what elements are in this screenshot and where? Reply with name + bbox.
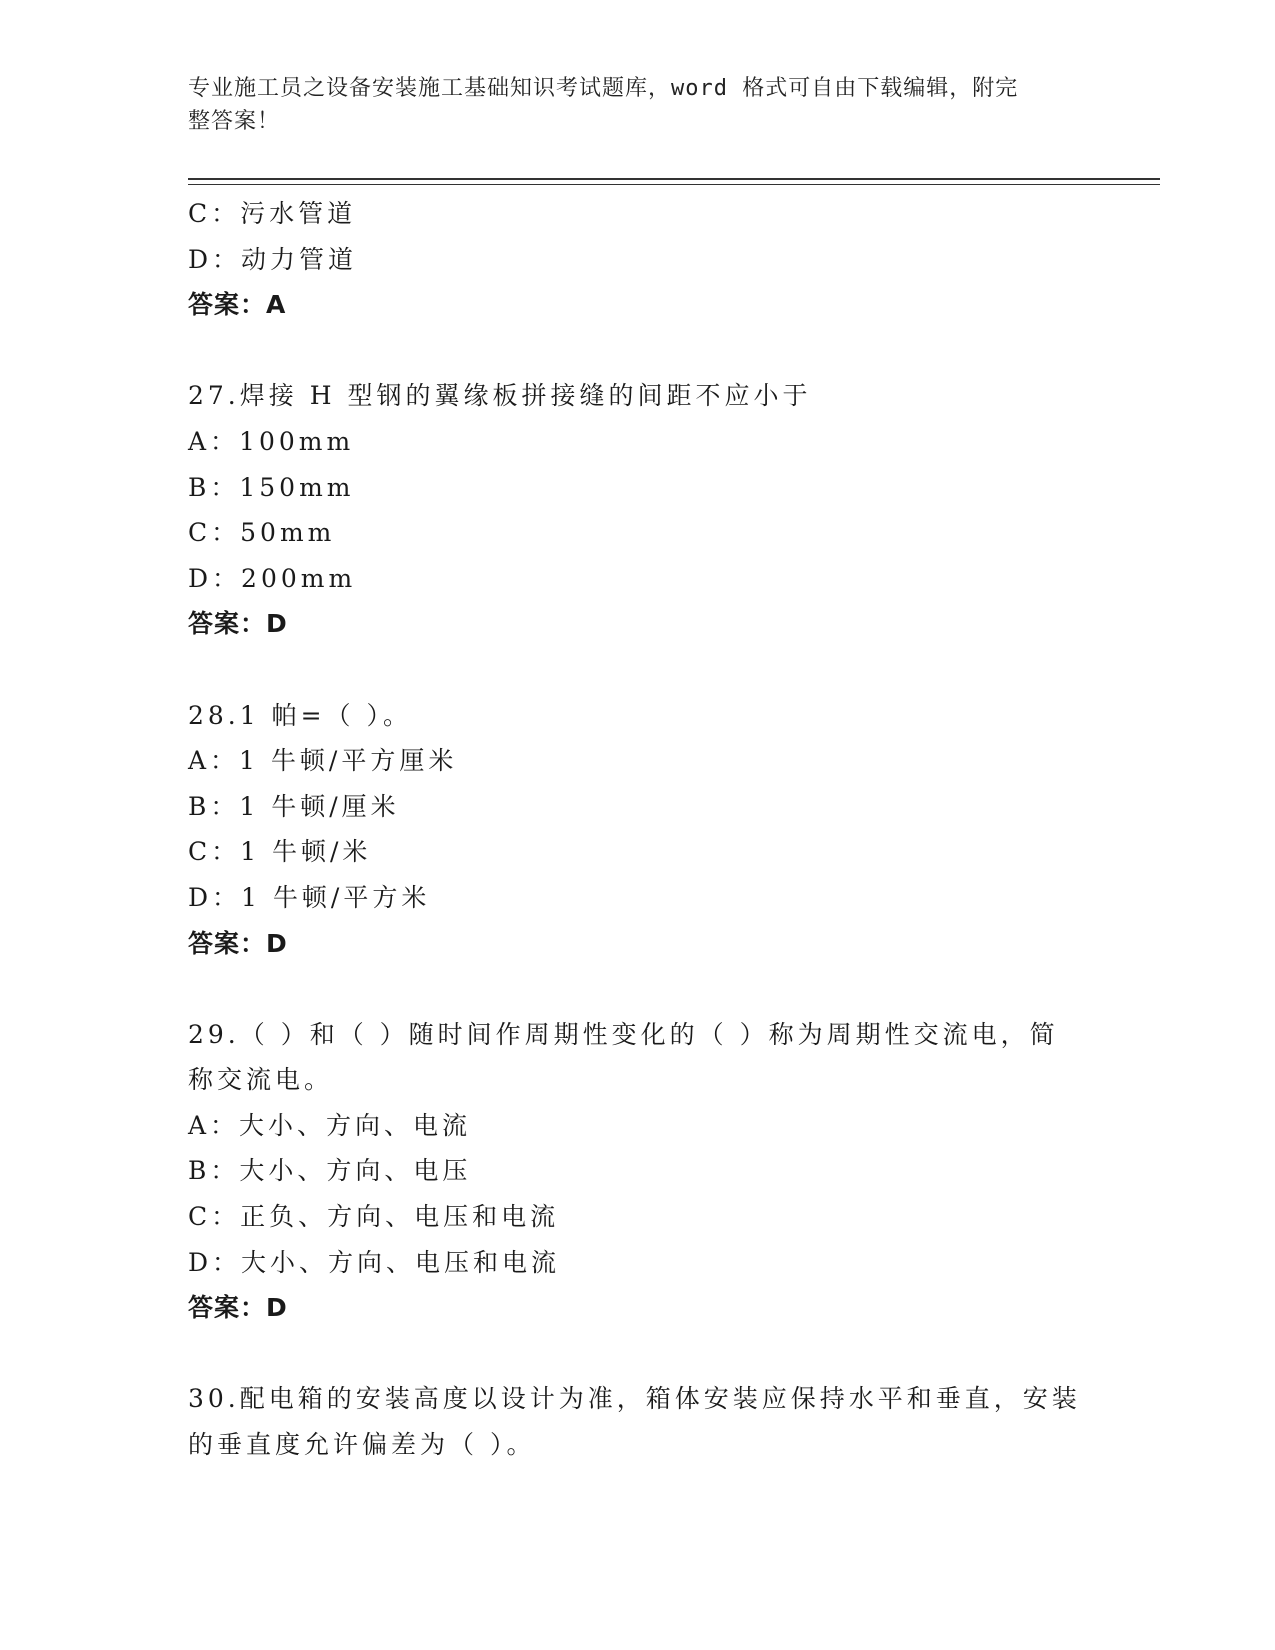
answer-line: 答案：D bbox=[188, 609, 288, 639]
option-d: D：1 牛顿/平方米 bbox=[188, 882, 431, 912]
spacer bbox=[188, 1331, 1088, 1377]
answer-line: 答案：A bbox=[188, 290, 287, 320]
question-stem: 27.焊接 H 型钢的翼缘板拼接缝的间距不应小于 bbox=[188, 381, 812, 411]
header-line-2: 整答案！ bbox=[188, 109, 281, 134]
question-stem: 29.（ ）和（ ）随时间作周期性变化的（ ）称为周期性交流电，简 bbox=[188, 1019, 1059, 1049]
option-b: B：150mm bbox=[188, 472, 355, 502]
question-stem-continued: 的垂直度允许偏差为（ ）。 bbox=[188, 1430, 536, 1460]
header-divider-thick bbox=[188, 178, 1160, 180]
option-c: C：正负、方向、电压和电流 bbox=[188, 1202, 560, 1232]
question-stem: 28.1 帕=（ ）。 bbox=[188, 700, 413, 730]
question-content bbox=[188, 191, 1088, 1468]
option-b: B：大小、方向、电压 bbox=[188, 1156, 472, 1186]
option-b: B：1 牛顿/厘米 bbox=[188, 791, 400, 821]
question-stem-continued: 称交流电。 bbox=[188, 1065, 334, 1095]
question-stem: 30.配电箱的安装高度以设计为准，箱体安装应保持水平和垂直，安装 bbox=[188, 1384, 1081, 1414]
answer-line: 答案：D bbox=[188, 928, 288, 958]
option-a: A：1 牛顿/平方厘米 bbox=[188, 746, 458, 776]
document-header bbox=[188, 72, 1068, 138]
option-c: C：1 牛顿/米 bbox=[188, 837, 372, 867]
question-30 bbox=[188, 1376, 1088, 1467]
option-d: D：200mm bbox=[188, 563, 357, 593]
header-line-1: 专业施工员之设备安装施工基础知识考试题库，word 格式可自由下载编辑，附完 bbox=[188, 76, 1019, 101]
answer-line: 答案：D bbox=[188, 1293, 288, 1323]
header-divider-thin bbox=[188, 184, 1160, 185]
question-29 bbox=[188, 1012, 1088, 1331]
spacer bbox=[188, 647, 1088, 693]
option-c: C：50mm bbox=[188, 518, 336, 548]
option-d: D：动力管道 bbox=[188, 244, 358, 274]
option-d: D：大小、方向、电压和电流 bbox=[188, 1247, 561, 1277]
option-a: A：大小、方向、电流 bbox=[188, 1110, 472, 1140]
question-28 bbox=[188, 693, 1088, 967]
spacer bbox=[188, 966, 1088, 1012]
question-26-tail bbox=[188, 191, 1088, 328]
spacer bbox=[188, 328, 1088, 374]
question-27 bbox=[188, 373, 1088, 647]
option-c: C：污水管道 bbox=[188, 199, 357, 228]
option-a: A：100mm bbox=[188, 426, 355, 456]
